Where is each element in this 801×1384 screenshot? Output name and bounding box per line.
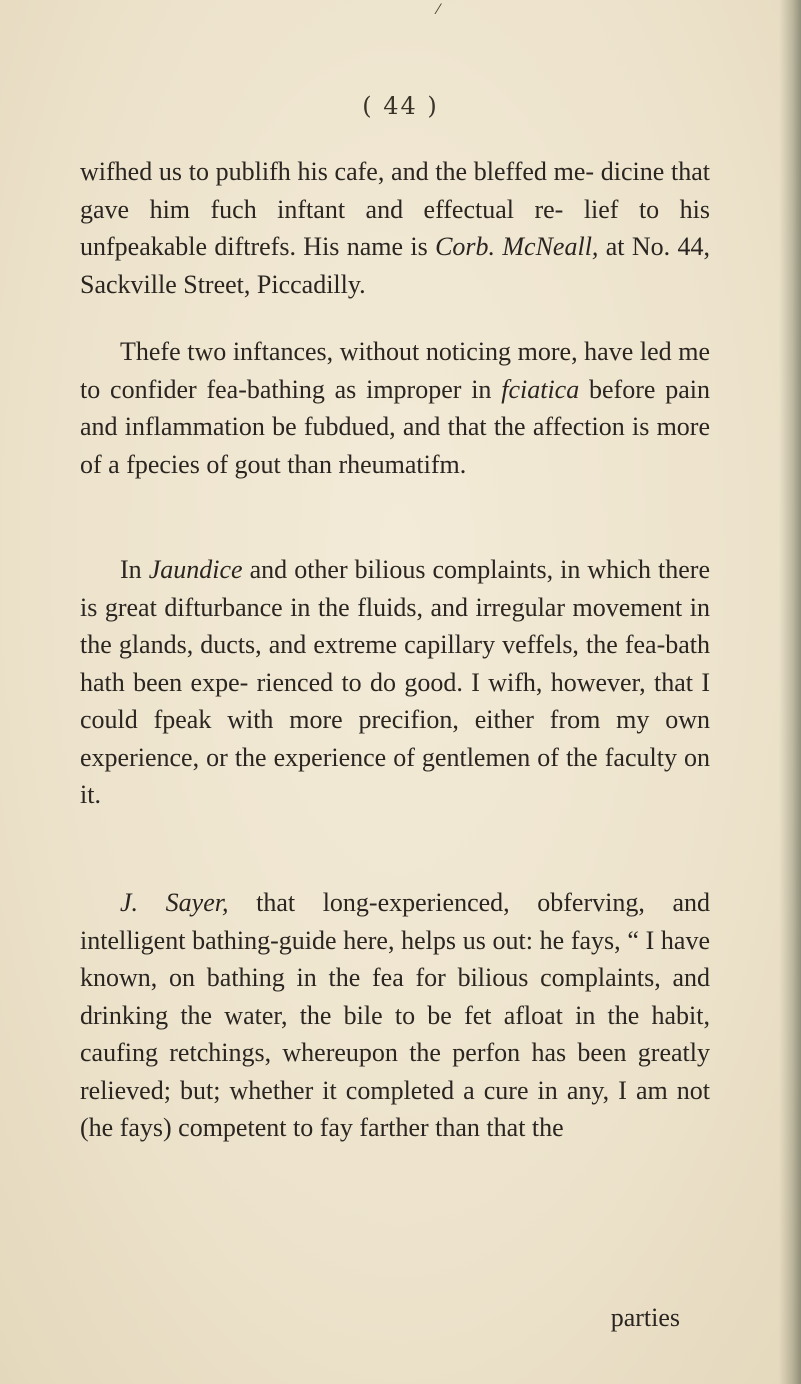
paragraph-4-text: that long-experienced, obferving, and intelligent bathing-guide here, helps us out: he fays, “ I have known, on bathing in the fea for bilious complaints, and drinking the water, the bile to be fet afloat in the habit, caufing retchings, whereupon the perfon has been greatly relieved; but; whether it completed a cure in any, I am not (he fays) competent to fay farther than that the: [80, 888, 711, 1142]
paragraph-1-text-b: at No. 44, Sackville Street, Piccadilly.: [80, 232, 710, 299]
paragraph-3-text-a: In: [120, 555, 149, 584]
paragraph-4-italic: J. Sayer,: [120, 888, 229, 917]
top-mark: ⁄: [437, 2, 440, 18]
paragraph-3-text-b: and other bilious complaints, in which there is great difturbance in the fluids, and irregular movement in the glands, ducts, and extreme capillary veffels, the fea-bath hath been expe- rienced to do good. I wifh, however, that I could fpeak with more precifion, either from my own experience, or the experience of gentlemen of the faculty on it.: [80, 555, 710, 809]
paragraph-2: [80, 333, 710, 483]
paragraph-1-italic: Corb. McNeall,: [435, 232, 599, 261]
paragraph-2-text-a: Thefe two inftances, without noticing more, have led me to confider fea-bathing as improper in: [80, 337, 710, 404]
paragraph-1-text-a: wifhed us to publifh his cafe, and the bleffed me- dicine that gave him fuch inftant and effectual re- lief to his unfpeakable diftrefs. His name is: [80, 157, 710, 261]
paragraph-2-italic: fciatica: [501, 374, 580, 404]
catchword: parties: [610, 1303, 680, 1332]
paragraph-2-text-b: before pain and inflammation be fubdued, and that the affection is more of a fpecies of gout than rheumatifm.: [80, 374, 710, 479]
paragraph-3-italic: Jaundice: [148, 555, 243, 584]
page-number: ( 44 ): [362, 92, 439, 120]
paragraph-1: [80, 153, 710, 303]
page-edge-shadow: [779, 0, 801, 1384]
paragraph-3: [80, 551, 710, 814]
paragraph-4: [80, 884, 710, 1147]
